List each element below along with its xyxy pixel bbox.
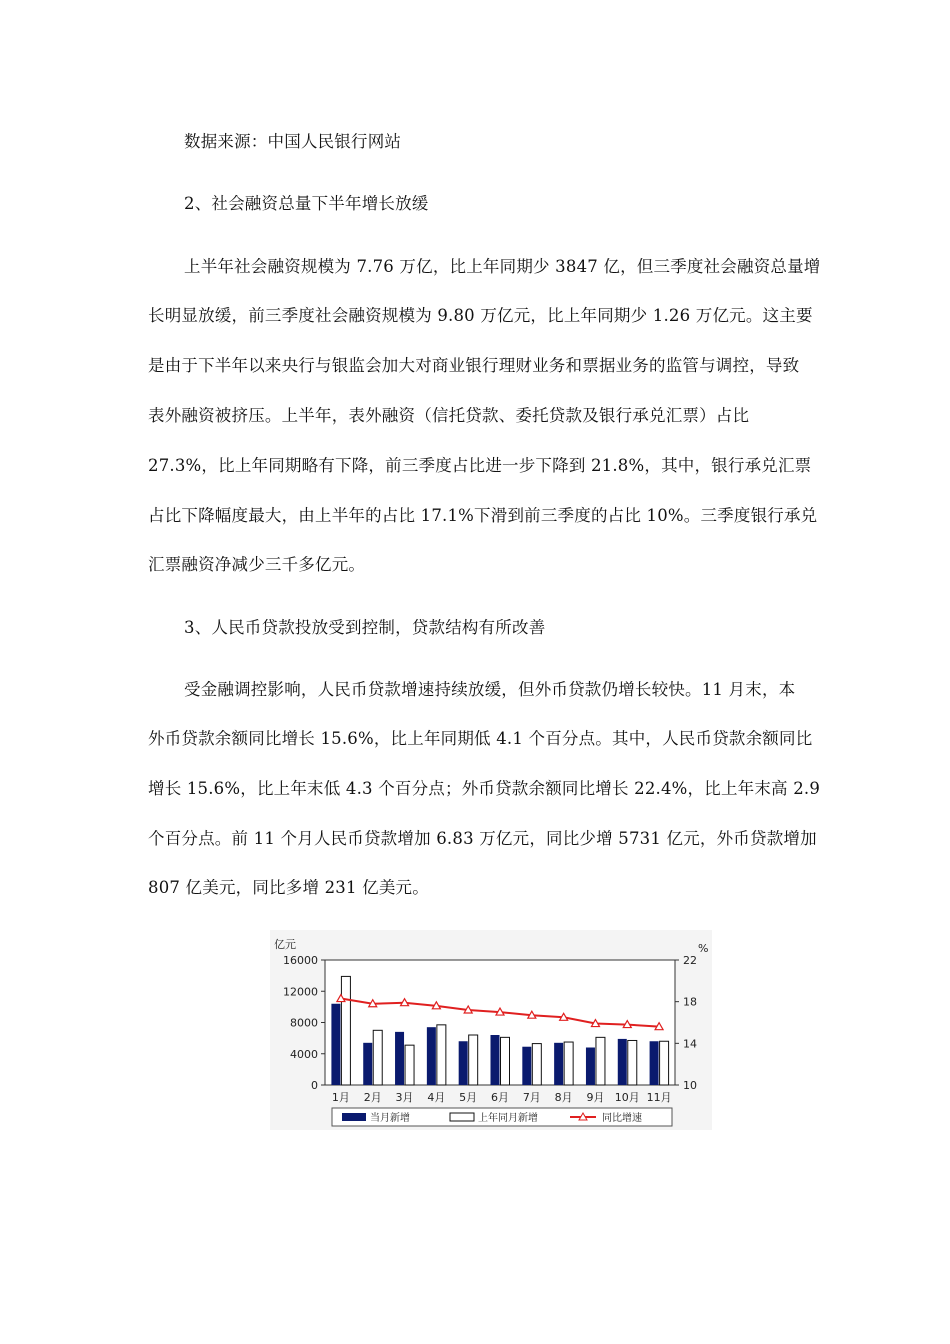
paragraph-line: 27.3%，比上年同期略有下降，前三季度占比进一步下降到 21.8%，其中，银行承兑汇票 xyxy=(148,456,812,475)
paragraph-line: 长明显放缓，前三季度社会融资规模为 9.80 万亿元，比上年同期少 1.26 万亿元。这主要 xyxy=(148,306,813,325)
right-tick-label: 14 xyxy=(683,1037,697,1051)
paragraph-line: 占比下降幅度最大，由上半年的占比 17.1%下滑到前三季度的占比 10%。三季度银行承兑 xyxy=(148,506,818,525)
paragraph-line: 外币贷款余额同比增长 15.6%，比上年同期低 4.1 个百分点。其中，人民币贷款余额同比 xyxy=(148,729,813,748)
bar-current-month xyxy=(491,1035,500,1085)
paragraph-line: 上半年社会融资规模为 7.76 万亿，比上年同期少 3847 亿，但三季度社会融资总量增 xyxy=(184,257,821,276)
x-tick-label: 2月 xyxy=(363,1091,382,1104)
bar-current-month xyxy=(363,1043,372,1085)
bar-last-year xyxy=(660,1041,669,1085)
bar-last-year xyxy=(596,1037,605,1085)
left-axis-unit: 亿元 xyxy=(274,938,296,951)
bar-current-month xyxy=(618,1039,627,1085)
paragraph-line: 增长 15.6%，比上年末低 4.3 个百分点；外币贷款余额同比增长 22.4%，比上年末高 2.9 xyxy=(148,779,821,798)
bar-last-year xyxy=(373,1030,382,1085)
x-tick-label: 7月 xyxy=(522,1091,541,1104)
x-tick-label: 8月 xyxy=(554,1091,573,1104)
bar-current-month xyxy=(554,1043,563,1085)
x-tick-label: 10月 xyxy=(614,1091,640,1104)
left-tick-label: 4000 xyxy=(290,1047,318,1061)
x-tick-label: 1月 xyxy=(331,1091,350,1104)
right-tick-label: 10 xyxy=(683,1079,697,1092)
left-tick-label: 0 xyxy=(311,1079,318,1092)
legend-swatch-current xyxy=(342,1113,366,1121)
bar-current-month xyxy=(459,1041,468,1085)
legend-label-last-year: 上年同月新增 xyxy=(478,1113,538,1124)
bar-current-month xyxy=(650,1041,659,1085)
left-tick-label: 8000 xyxy=(290,1016,318,1030)
paragraph-line: 汇票融资净减少三千多亿元。 xyxy=(148,555,366,574)
legend-label-current: 当月新增 xyxy=(370,1113,410,1124)
legend-label-growth: 同比增速 xyxy=(602,1113,642,1124)
right-axis-unit: % xyxy=(698,942,709,955)
bar-last-year xyxy=(405,1045,414,1085)
paragraph-line: 807 亿美元，同比多增 231 亿美元。 xyxy=(148,878,429,897)
x-tick-label: 5月 xyxy=(459,1091,478,1104)
paragraph-line: 是由于下半年以来央行与银监会加大对商业银行理财业务和票据业务的监管与调控，导致 xyxy=(148,356,800,375)
bar-current-month xyxy=(522,1047,531,1085)
bar-last-year xyxy=(341,976,350,1085)
bar-current-month xyxy=(586,1048,595,1086)
bar-current-month xyxy=(331,1004,340,1085)
x-tick-label: 6月 xyxy=(491,1091,509,1104)
paragraph-line: 受金融调控影响，人民币贷款增速持续放缓，但外币贷款仍增长较快。11 月末，本 xyxy=(184,680,796,699)
bar-last-year xyxy=(564,1042,573,1085)
x-tick-label: 4月 xyxy=(427,1091,446,1104)
bar-last-year xyxy=(501,1037,510,1085)
right-tick-label: 18 xyxy=(683,995,697,1009)
section-3-heading: 3、人民币贷款投放受到控制，贷款结构有所改善 xyxy=(184,618,546,637)
section-2-heading: 2、社会融资总量下半年增长放缓 xyxy=(184,194,429,213)
left-tick-label: 12000 xyxy=(283,985,318,999)
left-tick-label: 16000 xyxy=(283,954,318,967)
legend-swatch-last-year xyxy=(450,1113,474,1121)
bar-current-month xyxy=(395,1032,404,1085)
loan-chart xyxy=(270,930,712,1130)
source-line: 数据来源：中国人民银行网站 xyxy=(184,132,402,151)
bar-last-year xyxy=(437,1025,446,1085)
paragraph-line: 个百分点。前 11 个月人民币贷款增加 6.83 万亿元，同比少增 5731 亿元，外币贷款增加 xyxy=(148,829,817,848)
right-tick-label: 22 xyxy=(683,954,697,967)
bar-current-month xyxy=(427,1027,436,1085)
bar-last-year xyxy=(628,1040,637,1085)
x-tick-label: 9月 xyxy=(586,1091,605,1104)
chart-svg xyxy=(270,930,712,1130)
bar-last-year xyxy=(532,1044,541,1085)
paragraph-line: 表外融资被挤压。上半年，表外融资（信托贷款、委托贷款及银行承兑汇票）占比 xyxy=(148,406,750,425)
x-tick-label: 3月 xyxy=(395,1091,414,1104)
x-tick-label: 11月 xyxy=(646,1091,672,1104)
bar-last-year xyxy=(469,1035,478,1085)
